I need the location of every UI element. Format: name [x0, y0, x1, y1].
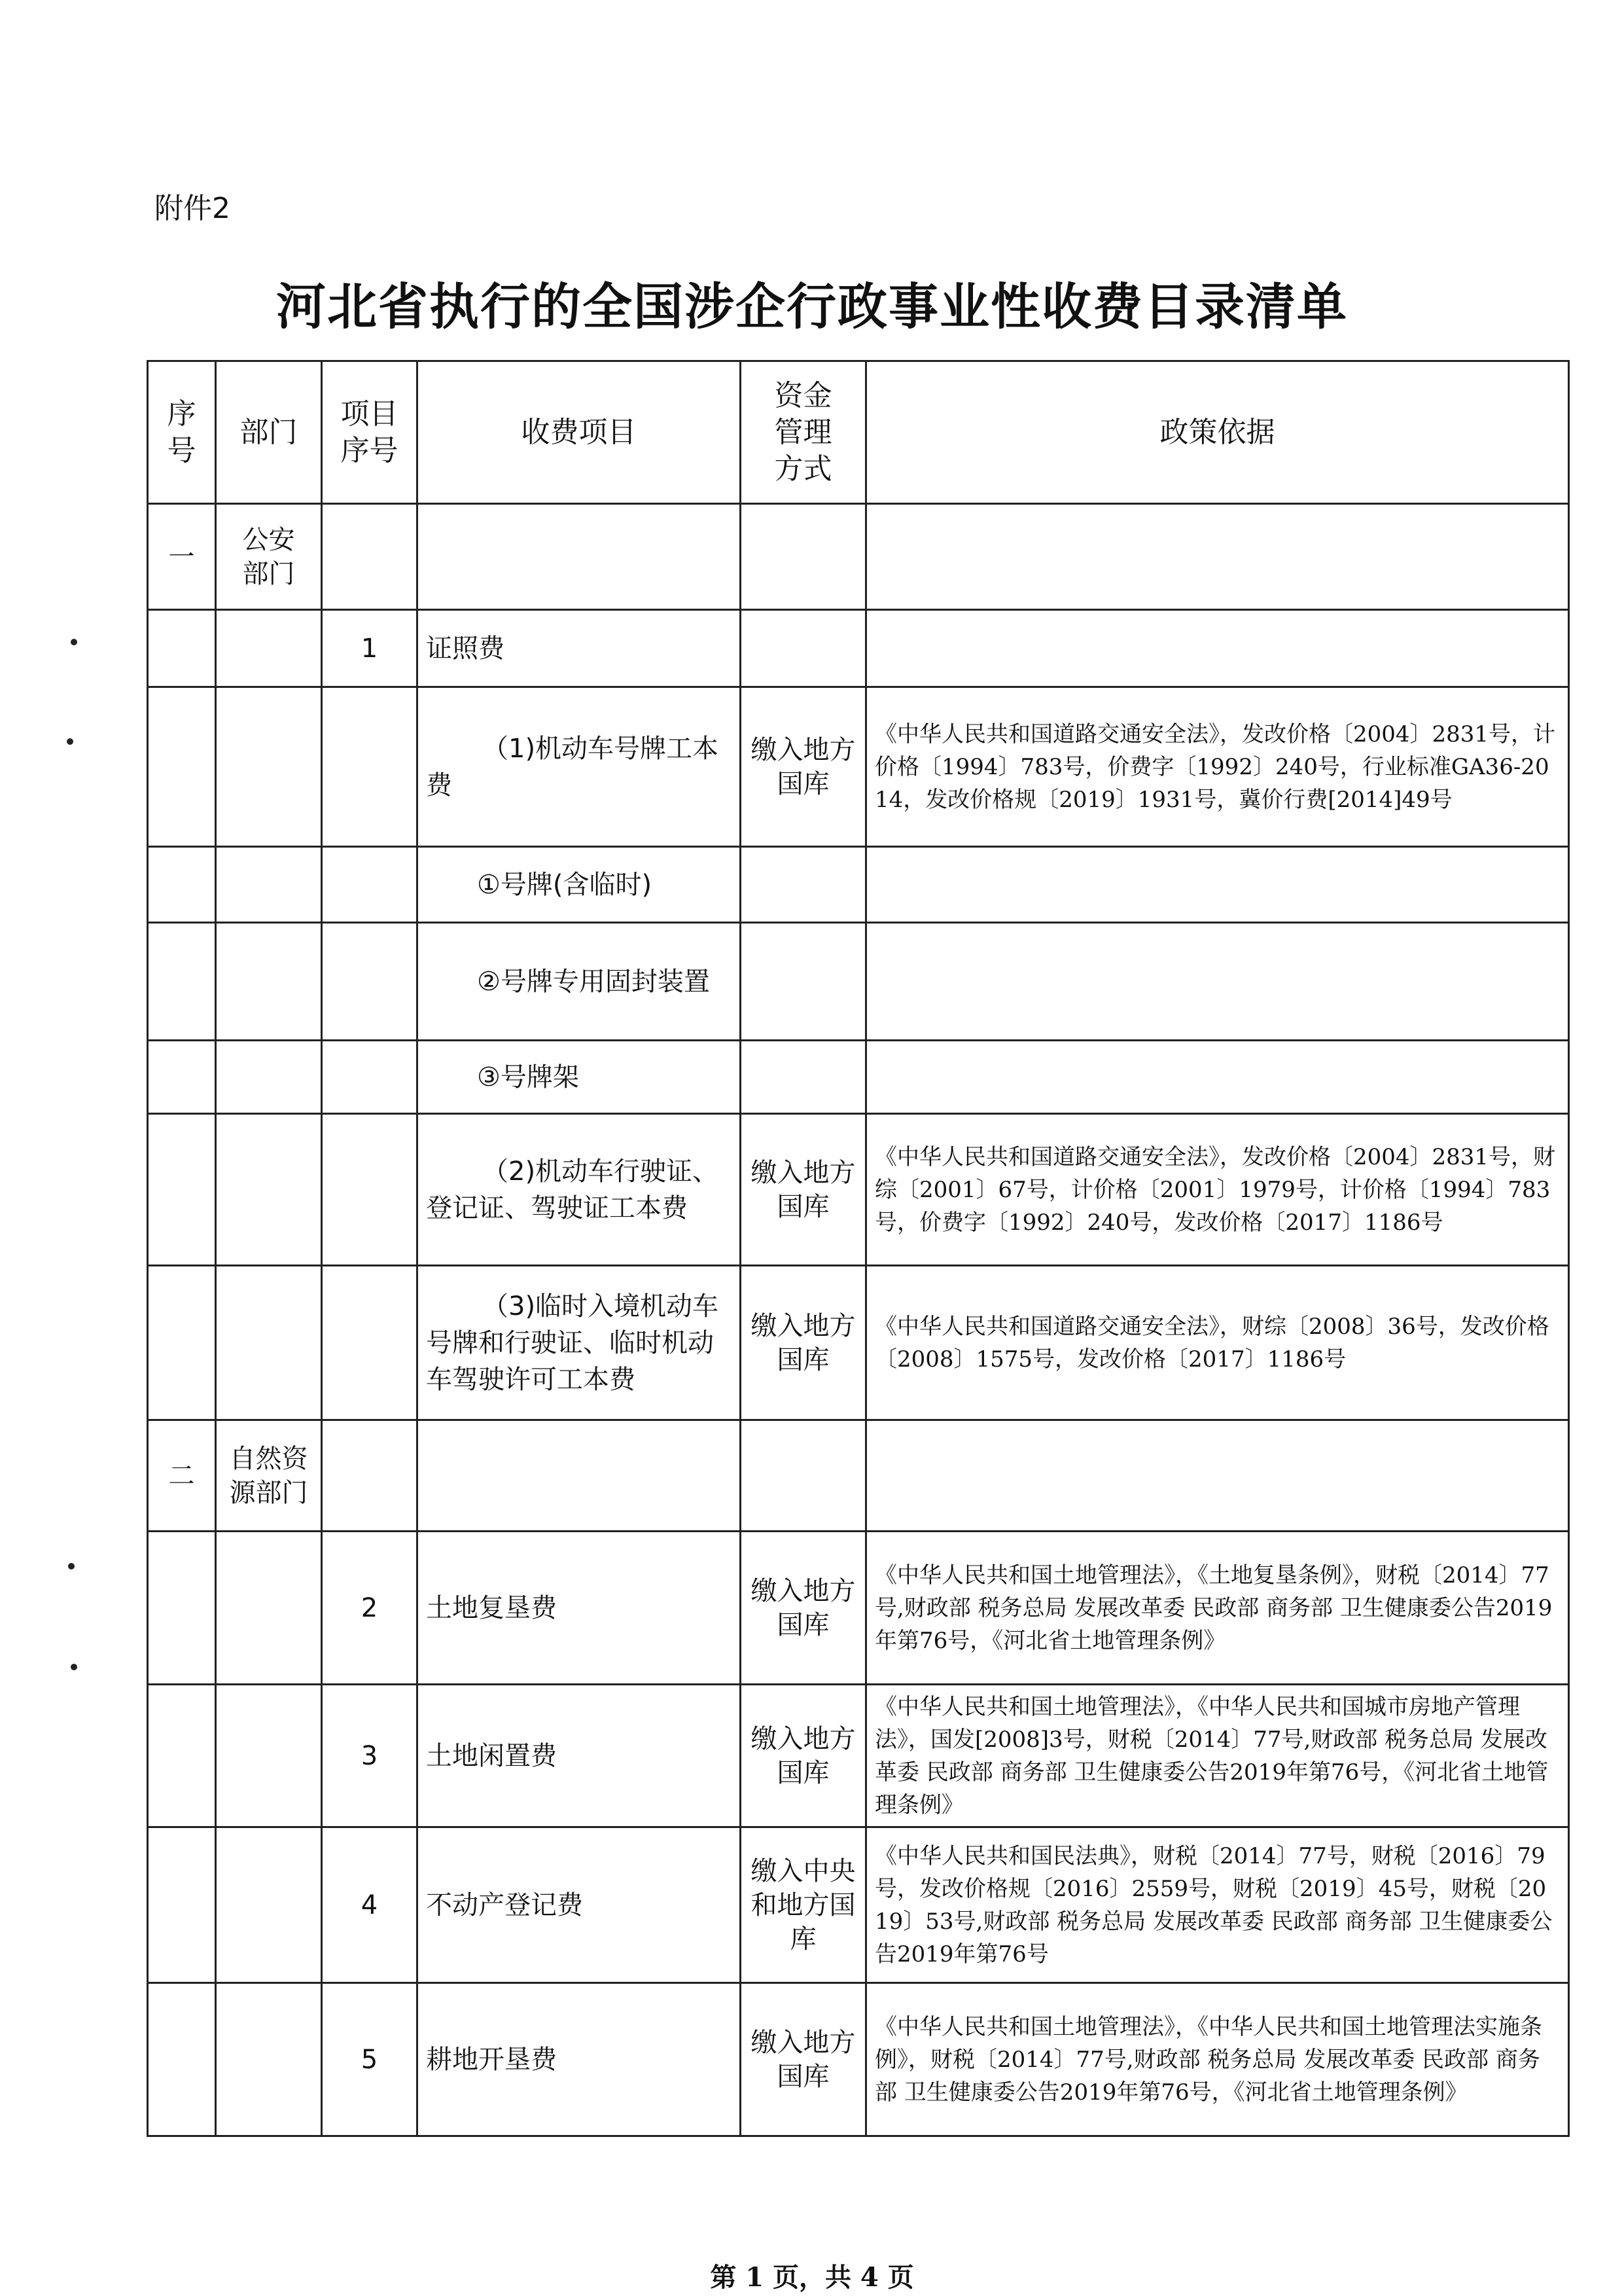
table-row: [148, 610, 1569, 687]
table-row: [148, 1266, 1569, 1420]
cell-fund: 缴入地方 国库: [741, 1685, 866, 1827]
cell-item-no: 5: [322, 1983, 417, 2136]
cell-seq: 一: [148, 504, 216, 610]
table-header-row: [148, 361, 1569, 504]
cell-item-no: [322, 687, 417, 847]
cell-item: （1)机动车号牌工本费: [417, 687, 741, 847]
cell-policy: 《中华人民共和国道路交通安全法》，财综〔2008〕36号，发改价格〔2008〕1575号，发改价格〔2017〕1186号: [866, 1266, 1569, 1420]
cell-dept: [216, 1532, 322, 1685]
cell-item: [417, 504, 741, 610]
cell-item-no: [322, 504, 417, 610]
cell-fund: 缴入地方 国库: [741, 1114, 866, 1266]
table-row: [148, 923, 1569, 1041]
cell-fund: [741, 847, 866, 923]
cell-policy: [866, 1420, 1569, 1532]
cell-seq: [148, 923, 216, 1041]
fee-table: [147, 360, 1570, 2137]
header-item-no: 项目 序号: [322, 361, 417, 504]
cell-dept: 自然资 源部门: [216, 1420, 322, 1532]
header-policy: 政策依据: [866, 361, 1569, 504]
cell-dept: [216, 1685, 322, 1827]
cell-policy: [866, 504, 1569, 610]
scan-dot: [67, 738, 73, 745]
cell-fund: [741, 610, 866, 687]
cell-item-no: [322, 923, 417, 1041]
cell-dept: [216, 1983, 322, 2136]
cell-fund: [741, 504, 866, 610]
table-row: [148, 1827, 1569, 1983]
scan-dot: [71, 639, 77, 645]
table-row: [148, 1685, 1569, 1827]
cell-seq: [148, 610, 216, 687]
cell-policy: 《中华人民共和国民法典》，财税〔2014〕77号，财税〔2016〕79号，发改价格规〔2016〕2559号，财税〔2019〕45号，财税〔2019〕53号,财政部 税务总局 发展改革委 民政部 商务部 卫生健康委公告2019年第76号: [866, 1827, 1569, 1983]
table-row: [148, 1983, 1569, 2136]
table-row: [148, 1420, 1569, 1532]
header-item: 收费项目: [417, 361, 741, 504]
table-row: [148, 504, 1569, 610]
cell-item: ①号牌(含临时): [417, 847, 741, 923]
cell-seq: [148, 1114, 216, 1266]
cell-policy: [866, 1041, 1569, 1114]
cell-dept: [216, 1041, 322, 1114]
cell-fund: 缴入地方 国库: [741, 1266, 866, 1420]
cell-dept: [216, 1266, 322, 1420]
scan-dot: [68, 1563, 75, 1570]
cell-item-no: 1: [322, 610, 417, 687]
header-fund: 资金 管理 方式: [741, 361, 866, 504]
cell-dept: [216, 1114, 322, 1266]
cell-item: [417, 1420, 741, 1532]
cell-item-no: [322, 1114, 417, 1266]
table-row: [148, 1041, 1569, 1114]
cell-policy: 《中华人民共和国土地管理法》，《中华人民共和国土地管理法实施条例》，财税〔2014〕77号,财政部 税务总局 发展改革委 民政部 商务部 卫生健康委公告2019年第76号，《河北省土地管理条例》: [866, 1983, 1569, 2136]
cell-item: 土地闲置费: [417, 1685, 741, 1827]
cell-fund: 缴入地方 国库: [741, 687, 866, 847]
cell-dept: [216, 610, 322, 687]
page-footer: 第 1 页，共 4 页: [710, 2262, 914, 2293]
header-dept: 部门: [216, 361, 322, 504]
cell-item-no: [322, 1266, 417, 1420]
cell-item: ②号牌专用固封装置: [417, 923, 741, 1041]
cell-item-no: [322, 1041, 417, 1114]
cell-fund: [741, 1420, 866, 1532]
cell-seq: [148, 847, 216, 923]
scan-dot: [71, 1664, 77, 1670]
cell-seq: [148, 1827, 216, 1983]
table-row: [148, 847, 1569, 923]
header-seq: 序 号: [148, 361, 216, 504]
cell-item: 证照费: [417, 610, 741, 687]
cell-policy: 《中华人民共和国道路交通安全法》，发改价格〔2004〕2831号，计价格〔1994〕783号，价费字〔1992〕240号，行业标准GA36-2014，发改价格规〔2019〕1931号，冀价行费[2014]49号: [866, 687, 1569, 847]
cell-item: （3)临时入境机动车号牌和行驶证、临时机动车驾驶许可工本费: [417, 1266, 741, 1420]
cell-item: 土地复垦费: [417, 1532, 741, 1685]
cell-seq: 二: [148, 1420, 216, 1532]
cell-seq: [148, 1041, 216, 1114]
cell-seq: [148, 1685, 216, 1827]
cell-fund: 缴入地方 国库: [741, 1532, 866, 1685]
cell-policy: [866, 847, 1569, 923]
document-title: 河北省执行的全国涉企行政事业性收费目录清单: [276, 278, 1348, 336]
cell-item: （2)机动车行驶证、登记证、驾驶证工本费: [417, 1114, 741, 1266]
cell-seq: [148, 1266, 216, 1420]
cell-fund: 缴入中央 和地方国 库: [741, 1827, 866, 1983]
cell-item: ③号牌架: [417, 1041, 741, 1114]
cell-fund: [741, 1041, 866, 1114]
cell-fund: [741, 923, 866, 1041]
cell-dept: [216, 847, 322, 923]
cell-policy: 《中华人民共和国土地管理法》，《中华人民共和国城市房地产管理法》，国发[2008]3号，财税〔2014〕77号,财政部 税务总局 发展改革委 民政部 商务部 卫生健康委公告2019年第76号，《河北省土地管理条例》: [866, 1685, 1569, 1827]
cell-policy: [866, 923, 1569, 1041]
cell-item-no: [322, 847, 417, 923]
attachment-label: 附件2: [154, 192, 230, 225]
cell-item-no: 3: [322, 1685, 417, 1827]
cell-dept: [216, 687, 322, 847]
cell-policy: 《中华人民共和国道路交通安全法》，发改价格〔2004〕2831号，财综〔2001〕67号，计价格〔2001〕1979号，计价格〔1994〕783号，价费字〔1992〕240号，发改价格〔2017〕1186号: [866, 1114, 1569, 1266]
cell-dept: [216, 1827, 322, 1983]
cell-dept: [216, 923, 322, 1041]
cell-item-no: 4: [322, 1827, 417, 1983]
cell-policy: 《中华人民共和国土地管理法》，《土地复垦条例》，财税〔2014〕77号,财政部 税务总局 发展改革委 民政部 商务部 卫生健康委公告2019年第76号，《河北省土地管理条例》: [866, 1532, 1569, 1685]
cell-item-no: 2: [322, 1532, 417, 1685]
table-row: [148, 687, 1569, 847]
cell-item: 耕地开垦费: [417, 1983, 741, 2136]
table-row: [148, 1532, 1569, 1685]
cell-seq: [148, 687, 216, 847]
cell-item-no: [322, 1420, 417, 1532]
cell-fund: 缴入地方 国库: [741, 1983, 866, 2136]
cell-seq: [148, 1532, 216, 1685]
cell-dept: 公安 部门: [216, 504, 322, 610]
cell-item: 不动产登记费: [417, 1827, 741, 1983]
cell-policy: [866, 610, 1569, 687]
cell-seq: [148, 1983, 216, 2136]
table-row: [148, 1114, 1569, 1266]
